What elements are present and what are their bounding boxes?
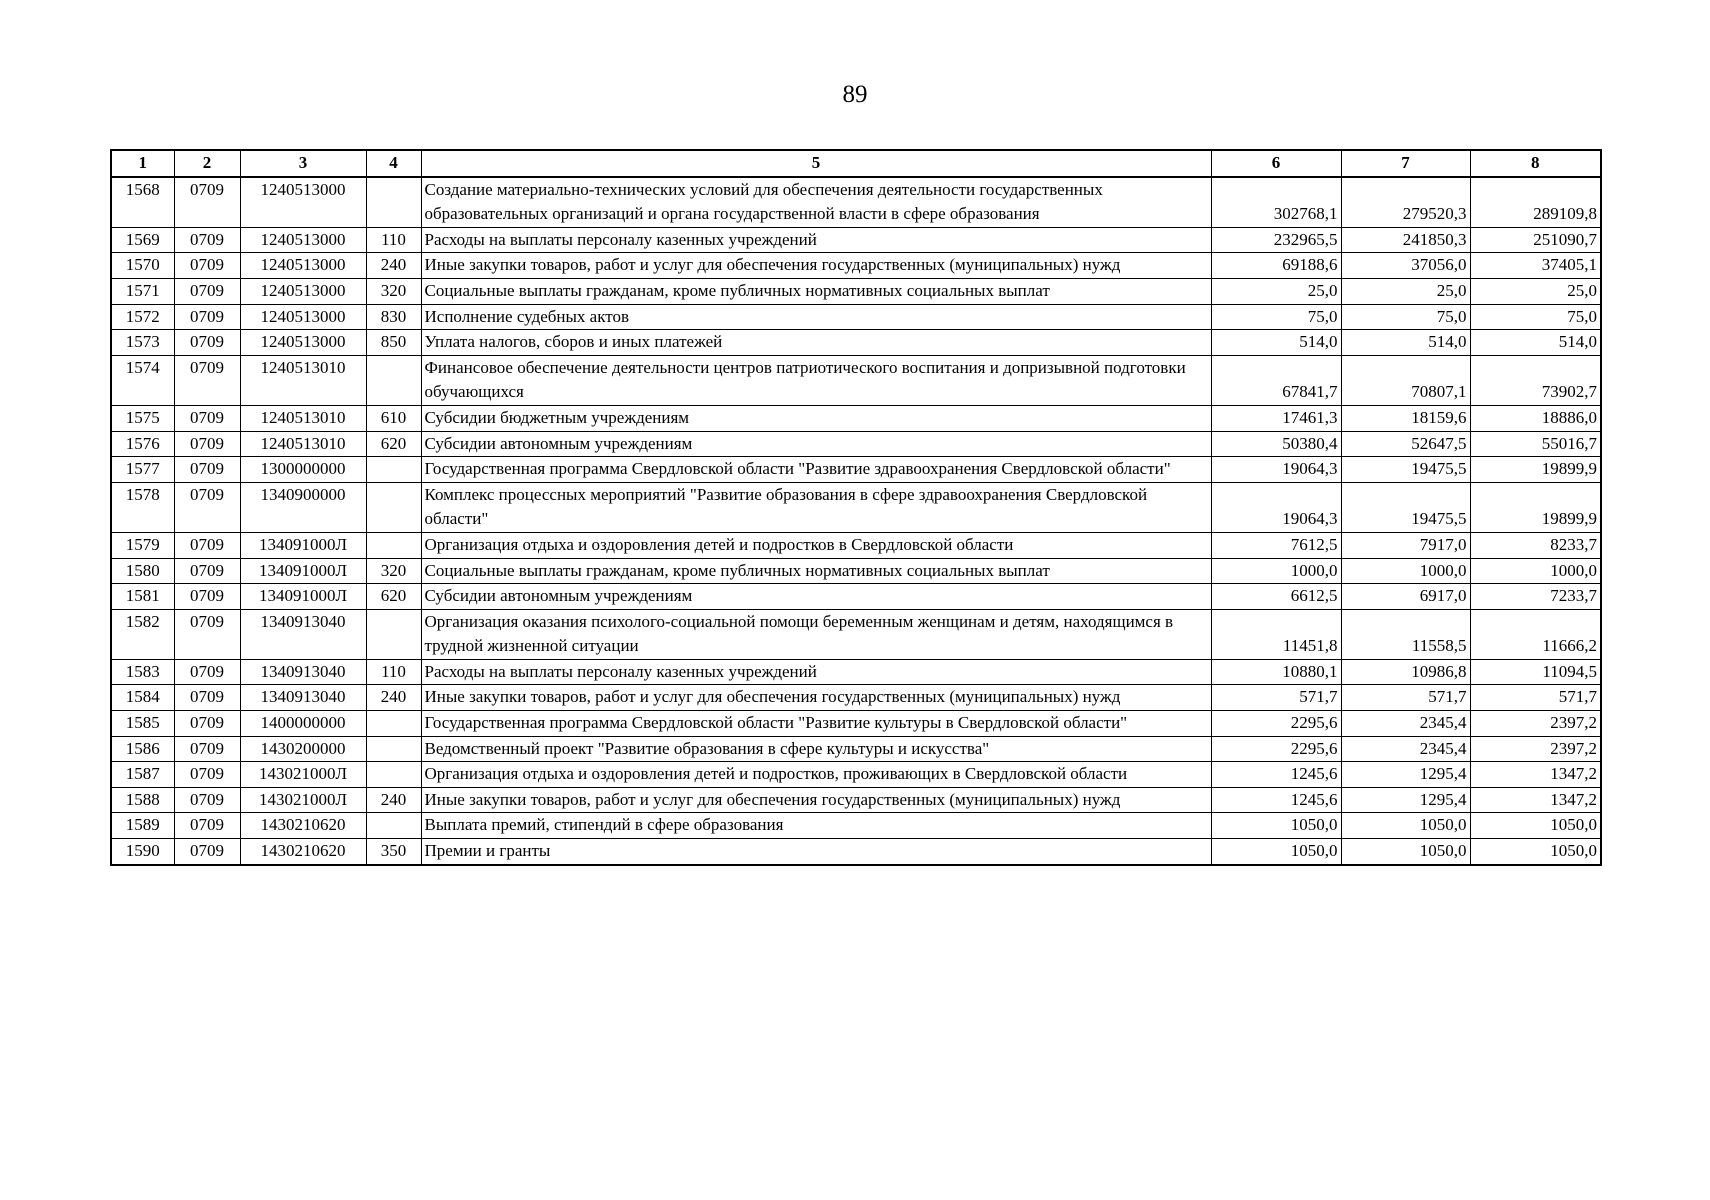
amount-col-8: 11094,5	[1470, 659, 1601, 685]
amount-col-7: 2345,4	[1341, 711, 1470, 737]
amount-col-8: 55016,7	[1470, 431, 1601, 457]
amount-col-7: 52647,5	[1341, 431, 1470, 457]
header-col-8: 8	[1470, 150, 1601, 177]
amount-col-6: 19064,3	[1211, 482, 1341, 532]
target-article-code: 1240513000	[240, 227, 366, 253]
expense-type-code: 320	[366, 278, 421, 304]
expense-type-code: 240	[366, 253, 421, 279]
expense-type-code	[366, 711, 421, 737]
amount-col-8: 289109,8	[1470, 177, 1601, 228]
amount-col-6: 19064,3	[1211, 457, 1341, 483]
header-col-3: 3	[240, 150, 366, 177]
expense-type-code	[366, 532, 421, 558]
amount-col-7: 25,0	[1341, 278, 1470, 304]
target-article-code: 1240513000	[240, 253, 366, 279]
amount-col-6: 7612,5	[1211, 532, 1341, 558]
amount-col-6: 302768,1	[1211, 177, 1341, 228]
table-row	[111, 584, 1601, 610]
amount-col-7: 37056,0	[1341, 253, 1470, 279]
item-description: Социальные выплаты гражданам, кроме публичных нормативных социальных выплат	[421, 278, 1211, 304]
item-description: Премии и гранты	[421, 839, 1211, 865]
amount-col-6: 1000,0	[1211, 558, 1341, 584]
section-code: 0709	[174, 405, 240, 431]
item-description: Субсидии автономным учреждениям	[421, 584, 1211, 610]
amount-col-6: 232965,5	[1211, 227, 1341, 253]
section-code: 0709	[174, 813, 240, 839]
item-description: Иные закупки товаров, работ и услуг для обеспечения государственных (муниципальных) нужд	[421, 685, 1211, 711]
target-article-code: 1240513010	[240, 405, 366, 431]
table-body	[111, 177, 1601, 865]
item-description: Субсидии автономным учреждениям	[421, 431, 1211, 457]
item-description: Создание материально-технических условий для обеспечения деятельности государственных образовательных организаций и органа государственной власти в сфере образования	[421, 177, 1211, 228]
row-number: 1589	[111, 813, 174, 839]
row-number: 1568	[111, 177, 174, 228]
header-col-7: 7	[1341, 150, 1470, 177]
amount-col-8: 18886,0	[1470, 405, 1601, 431]
table-row	[111, 253, 1601, 279]
amount-col-8: 1000,0	[1470, 558, 1601, 584]
target-article-code: 1240513000	[240, 278, 366, 304]
section-code: 0709	[174, 227, 240, 253]
expense-type-code	[366, 813, 421, 839]
section-code: 0709	[174, 457, 240, 483]
amount-col-8: 8233,7	[1470, 532, 1601, 558]
amount-col-8: 251090,7	[1470, 227, 1601, 253]
amount-col-7: 1050,0	[1341, 813, 1470, 839]
amount-col-7: 279520,3	[1341, 177, 1470, 228]
table-row	[111, 787, 1601, 813]
table-row	[111, 839, 1601, 865]
row-number: 1571	[111, 278, 174, 304]
item-description: Иные закупки товаров, работ и услуг для обеспечения государственных (муниципальных) нужд	[421, 253, 1211, 279]
item-description: Комплекс процессных мероприятий "Развитие образования в сфере здравоохранения Свердловской области"	[421, 482, 1211, 532]
section-code: 0709	[174, 685, 240, 711]
amount-col-8: 37405,1	[1470, 253, 1601, 279]
target-article-code: 1240513000	[240, 304, 366, 330]
section-code: 0709	[174, 762, 240, 788]
row-number: 1572	[111, 304, 174, 330]
amount-col-6: 1245,6	[1211, 787, 1341, 813]
table-row	[111, 431, 1601, 457]
amount-col-7: 19475,5	[1341, 457, 1470, 483]
table-row	[111, 762, 1601, 788]
item-description: Расходы на выплаты персоналу казенных учреждений	[421, 659, 1211, 685]
amount-col-7: 70807,1	[1341, 355, 1470, 405]
amount-col-7: 19475,5	[1341, 482, 1470, 532]
amount-col-8: 571,7	[1470, 685, 1601, 711]
header-col-2: 2	[174, 150, 240, 177]
target-article-code: 143021000Л	[240, 787, 366, 813]
header-row	[111, 150, 1601, 177]
row-number: 1582	[111, 609, 174, 659]
item-description: Субсидии бюджетным учреждениям	[421, 405, 1211, 431]
amount-col-6: 2295,6	[1211, 736, 1341, 762]
table-row	[111, 609, 1601, 659]
row-number: 1580	[111, 558, 174, 584]
row-number: 1590	[111, 839, 174, 865]
section-code: 0709	[174, 304, 240, 330]
amount-col-8: 19899,9	[1470, 457, 1601, 483]
row-number: 1570	[111, 253, 174, 279]
target-article-code: 134091000Л	[240, 532, 366, 558]
amount-col-7: 75,0	[1341, 304, 1470, 330]
section-code: 0709	[174, 584, 240, 610]
amount-col-6: 514,0	[1211, 330, 1341, 356]
item-description: Государственная программа Свердловской области "Развитие культуры в Свердловской области"	[421, 711, 1211, 737]
target-article-code: 134091000Л	[240, 558, 366, 584]
header-col-1: 1	[111, 150, 174, 177]
item-description: Расходы на выплаты персоналу казенных учреждений	[421, 227, 1211, 253]
target-article-code: 1430200000	[240, 736, 366, 762]
section-code: 0709	[174, 659, 240, 685]
amount-col-7: 18159,6	[1341, 405, 1470, 431]
expense-type-code	[366, 355, 421, 405]
table-row	[111, 177, 1601, 228]
amount-col-6: 69188,6	[1211, 253, 1341, 279]
amount-col-7: 11558,5	[1341, 609, 1470, 659]
section-code: 0709	[174, 609, 240, 659]
item-description: Выплата премий, стипендий в сфере образования	[421, 813, 1211, 839]
amount-col-6: 67841,7	[1211, 355, 1341, 405]
item-description: Социальные выплаты гражданам, кроме публичных нормативных социальных выплат	[421, 558, 1211, 584]
item-description: Иные закупки товаров, работ и услуг для обеспечения государственных (муниципальных) нужд	[421, 787, 1211, 813]
expense-type-code	[366, 609, 421, 659]
row-number: 1569	[111, 227, 174, 253]
amount-col-8: 11666,2	[1470, 609, 1601, 659]
target-article-code: 1430210620	[240, 813, 366, 839]
amount-col-7: 1295,4	[1341, 762, 1470, 788]
table-row	[111, 278, 1601, 304]
table-row	[111, 685, 1601, 711]
amount-col-8: 1347,2	[1470, 787, 1601, 813]
row-number: 1584	[111, 685, 174, 711]
expense-type-code	[366, 457, 421, 483]
target-article-code: 143021000Л	[240, 762, 366, 788]
amount-col-8: 73902,7	[1470, 355, 1601, 405]
amount-col-8: 1050,0	[1470, 839, 1601, 865]
section-code: 0709	[174, 711, 240, 737]
header-col-4: 4	[366, 150, 421, 177]
expense-type-code	[366, 177, 421, 228]
row-number: 1579	[111, 532, 174, 558]
header-col-5: 5	[421, 150, 1211, 177]
section-code: 0709	[174, 482, 240, 532]
section-code: 0709	[174, 532, 240, 558]
row-number: 1574	[111, 355, 174, 405]
amount-col-6: 1245,6	[1211, 762, 1341, 788]
target-article-code: 1240513000	[240, 330, 366, 356]
amount-col-6: 10880,1	[1211, 659, 1341, 685]
page-number: 89	[842, 81, 868, 108]
amount-col-7: 1050,0	[1341, 839, 1470, 865]
amount-col-7: 7917,0	[1341, 532, 1470, 558]
section-code: 0709	[174, 253, 240, 279]
target-article-code: 1400000000	[240, 711, 366, 737]
target-article-code: 1240513010	[240, 431, 366, 457]
table-row	[111, 355, 1601, 405]
target-article-code: 1340913040	[240, 685, 366, 711]
amount-col-7: 6917,0	[1341, 584, 1470, 610]
expense-type-code: 850	[366, 330, 421, 356]
section-code: 0709	[174, 177, 240, 228]
row-number: 1575	[111, 405, 174, 431]
amount-col-6: 6612,5	[1211, 584, 1341, 610]
row-number: 1585	[111, 711, 174, 737]
amount-col-6: 50380,4	[1211, 431, 1341, 457]
amount-col-8: 1050,0	[1470, 813, 1601, 839]
row-number: 1586	[111, 736, 174, 762]
row-number: 1581	[111, 584, 174, 610]
row-number: 1583	[111, 659, 174, 685]
amount-col-8: 25,0	[1470, 278, 1601, 304]
target-article-code: 1340913040	[240, 609, 366, 659]
amount-col-7: 241850,3	[1341, 227, 1470, 253]
target-article-code: 1300000000	[240, 457, 366, 483]
item-description: Организация оказания психолого-социальной помощи беременным женщинам и детям, находящимся в трудной жизненной ситуации	[421, 609, 1211, 659]
expense-type-code: 240	[366, 685, 421, 711]
table-row	[111, 532, 1601, 558]
target-article-code: 1430210620	[240, 839, 366, 865]
section-code: 0709	[174, 278, 240, 304]
amount-col-8: 1347,2	[1470, 762, 1601, 788]
amount-col-6: 75,0	[1211, 304, 1341, 330]
table-row	[111, 736, 1601, 762]
target-article-code: 1240513000	[240, 177, 366, 228]
expense-type-code	[366, 736, 421, 762]
amount-col-6: 17461,3	[1211, 405, 1341, 431]
table-row	[111, 813, 1601, 839]
expense-type-code: 830	[366, 304, 421, 330]
table-row	[111, 457, 1601, 483]
amount-col-8: 514,0	[1470, 330, 1601, 356]
expense-type-code: 110	[366, 659, 421, 685]
amount-col-8: 7233,7	[1470, 584, 1601, 610]
row-number: 1587	[111, 762, 174, 788]
table-row	[111, 711, 1601, 737]
amount-col-6: 11451,8	[1211, 609, 1341, 659]
target-article-code: 1340900000	[240, 482, 366, 532]
expense-type-code: 620	[366, 584, 421, 610]
expense-type-code: 350	[366, 839, 421, 865]
row-number: 1573	[111, 330, 174, 356]
amount-col-7: 10986,8	[1341, 659, 1470, 685]
amount-col-8: 19899,9	[1470, 482, 1601, 532]
section-code: 0709	[174, 558, 240, 584]
expense-type-code	[366, 762, 421, 788]
row-number: 1578	[111, 482, 174, 532]
amount-col-7: 1000,0	[1341, 558, 1470, 584]
header-col-6: 6	[1211, 150, 1341, 177]
expense-type-code: 110	[366, 227, 421, 253]
table-row	[111, 405, 1601, 431]
section-code: 0709	[174, 330, 240, 356]
expense-type-code: 320	[366, 558, 421, 584]
row-number: 1576	[111, 431, 174, 457]
item-description: Государственная программа Свердловской области "Развитие здравоохранения Свердловской области"	[421, 457, 1211, 483]
amount-col-7: 571,7	[1341, 685, 1470, 711]
amount-col-6: 2295,6	[1211, 711, 1341, 737]
table-row	[111, 330, 1601, 356]
amount-col-7: 514,0	[1341, 330, 1470, 356]
item-description: Организация отдыха и оздоровления детей и подростков в Свердловской области	[421, 532, 1211, 558]
budget-table	[110, 149, 1602, 866]
table-row	[111, 227, 1601, 253]
expense-type-code: 620	[366, 431, 421, 457]
table-row	[111, 482, 1601, 532]
section-code: 0709	[174, 787, 240, 813]
row-number: 1588	[111, 787, 174, 813]
item-description: Ведомственный проект "Развитие образования в сфере культуры и искусства"	[421, 736, 1211, 762]
amount-col-6: 1050,0	[1211, 839, 1341, 865]
item-description: Финансовое обеспечение деятельности центров патриотического воспитания и допризывной подготовки обучающихся	[421, 355, 1211, 405]
item-description: Организация отдыха и оздоровления детей и подростков, проживающих в Свердловской области	[421, 762, 1211, 788]
amount-col-6: 1050,0	[1211, 813, 1341, 839]
item-description: Исполнение судебных актов	[421, 304, 1211, 330]
amount-col-7: 1295,4	[1341, 787, 1470, 813]
table-row	[111, 659, 1601, 685]
amount-col-7: 2345,4	[1341, 736, 1470, 762]
amount-col-6: 25,0	[1211, 278, 1341, 304]
amount-col-8: 2397,2	[1470, 736, 1601, 762]
section-code: 0709	[174, 355, 240, 405]
amount-col-6: 571,7	[1211, 685, 1341, 711]
item-description: Уплата налогов, сборов и иных платежей	[421, 330, 1211, 356]
target-article-code: 1340913040	[240, 659, 366, 685]
expense-type-code	[366, 482, 421, 532]
amount-col-8: 2397,2	[1470, 711, 1601, 737]
expense-type-code: 240	[366, 787, 421, 813]
table-row	[111, 304, 1601, 330]
section-code: 0709	[174, 839, 240, 865]
row-number: 1577	[111, 457, 174, 483]
expense-type-code: 610	[366, 405, 421, 431]
target-article-code: 134091000Л	[240, 584, 366, 610]
target-article-code: 1240513010	[240, 355, 366, 405]
section-code: 0709	[174, 431, 240, 457]
section-code: 0709	[174, 736, 240, 762]
table-row	[111, 558, 1601, 584]
amount-col-8: 75,0	[1470, 304, 1601, 330]
